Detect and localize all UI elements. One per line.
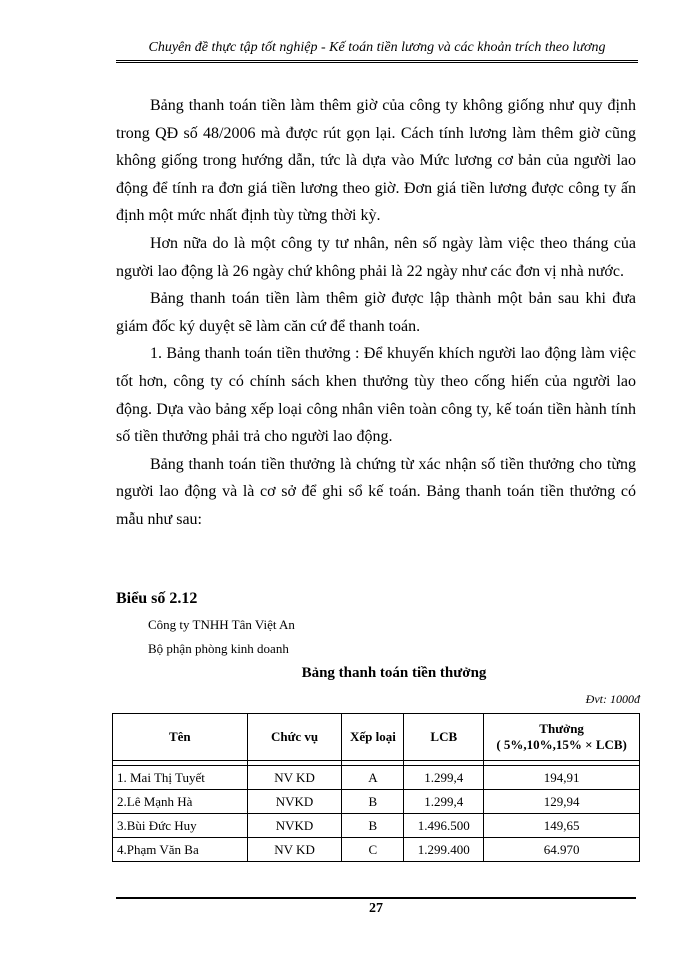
header-lcb: LCB [404,714,484,761]
cell-bonus: 129,94 [484,790,640,814]
company-name: Công ty TNHH Tân Việt An [148,617,295,632]
table-row [113,814,640,838]
header-name: Tên [113,714,248,761]
header-position: Chức vụ [247,714,342,761]
paragraph: Hơn nữa do là một công ty tư nhân, nên số ngày làm việc theo tháng của người lao động là 26 ngày chứ không phải là 22 ngày như các đơn vị nhà nước. [116,234,636,280]
cell-name: 3.Bùi Đức Huy [113,814,248,838]
page-header: Chuyên đề thực tập tốt nghiệp - Kế toán tiền lương và các khoản trích theo lương [116,40,638,63]
cell-position: NV KD [247,838,342,862]
header-bonus-title: Thưởng [539,721,584,736]
header-rank: Xếp loại [342,714,404,761]
paragraph: 1. Bảng thanh toán tiền thưởng : Để khuyến khích người lao động làm việc tốt hơn, công ty có chính sách khen thưởng tùy theo cống hiến của người lao động. Dựa vào bảng xếp loại công nhân viên toàn công ty, kế toán tiền hành tính số tiền thưởng phải trả cho người lao động. [116,345,636,446]
cell-lcb: 1.299,4 [404,766,484,790]
cell-rank: A [342,766,404,790]
table-row [113,766,640,790]
body-text [116,92,636,534]
cell-name: 1. Mai Thị Tuyết [113,766,248,790]
header-bonus-formula: ( 5%,10%,15% × LCB) [496,737,627,752]
cell-rank: C [342,838,404,862]
cell-position: NV KD [247,766,342,790]
cell-bonus: 64.970 [484,838,640,862]
page-number: 27 [369,901,383,916]
table-header-row [113,714,640,761]
unit-label: Đvt: 1000đ [585,692,640,706]
table-row [113,838,640,862]
cell-rank: B [342,790,404,814]
paragraph: Bảng thanh toán tiền thưởng là chứng từ xác nhận số tiền thưởng cho từng người lao động và là cơ sở để ghi sổ kế toán. Bảng thanh toán tiền thưởng có mẫu như sau: [116,455,636,528]
form-heading: Biểu số 2.12 [116,590,198,607]
bonus-table [112,713,640,862]
table-title: Bảng thanh toán tiền thưởng [301,665,487,681]
header-bonus [484,714,640,761]
cell-name: 2.Lê Mạnh Hà [113,790,248,814]
footer-divider [116,897,636,899]
department-name: Bộ phận phòng kinh doanh [148,641,289,656]
paragraph: Bảng thanh toán tiền làm thêm giờ được lập thành một bản sau khi đưa giám đốc ký duyệt sẽ làm căn cứ để thanh toán. [116,290,636,335]
cell-lcb: 1.496.500 [404,814,484,838]
cell-name: 4.Phạm Văn Ba [113,838,248,862]
cell-position: NVKD [247,790,342,814]
cell-bonus: 194,91 [484,766,640,790]
cell-rank: B [342,814,404,838]
cell-position: NVKD [247,814,342,838]
paragraph: Bảng thanh toán tiền làm thêm giờ của công ty không giống như quy định trong QĐ số 48/2006 mà được rút gọn lại. Cách tính lương làm thêm giờ cũng không giống trong hướng dẫn, tức là dựa vào Mức lương cơ bản của người lao động để tính ra đơn giá tiền lương theo giờ. Đơn giá tiền lương được công ty ấn định một mức nhất định tùy từng thời kỳ. [116,97,636,225]
table-row [113,790,640,814]
cell-bonus: 149,65 [484,814,640,838]
cell-lcb: 1.299.400 [404,838,484,862]
cell-lcb: 1.299,4 [404,790,484,814]
